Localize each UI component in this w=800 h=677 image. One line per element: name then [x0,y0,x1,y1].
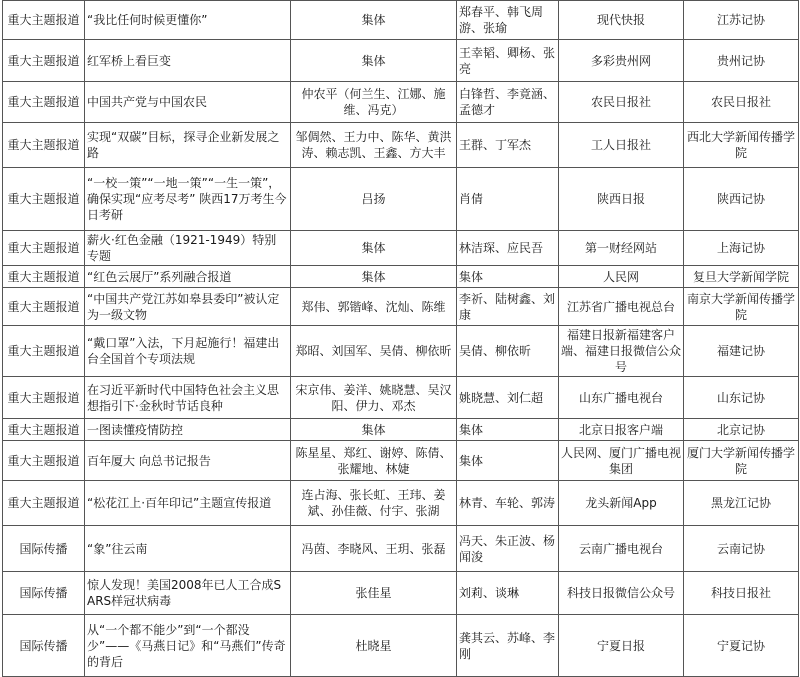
media-cell: 第一财经网站 [559,231,684,266]
org-cell: 宁夏记协 [684,615,799,677]
media-cell: 工人日报社 [559,123,684,168]
authors-cell: 冯茵、李晓风、王玥、张磊 [291,526,457,572]
category-cell: 重大主题报道 [3,288,85,326]
title-cell: 中国共产党与中国农民 [85,82,291,123]
title-cell: 实现“双碳”目标，探寻企业新发展之路 [85,123,291,168]
org-cell: 黑龙江记协 [684,481,799,526]
title-cell: 从“一个都不能少”到“一个都没少”——《马燕日记》和“马燕们”传奇的背后 [85,615,291,677]
category-cell: 国际传播 [3,572,85,615]
category-cell: 重大主题报道 [3,231,85,266]
media-cell: 多彩贵州网 [559,40,684,82]
title-cell: “象”往云南 [85,526,291,572]
media-cell: 龙头新闻App [559,481,684,526]
media-cell: 科技日报微信公众号 [559,572,684,615]
table-row [3,615,799,677]
authors-cell: 吕扬 [291,168,457,231]
media-cell: 福建日报新福建客户端、福建日报微信公众号 [559,326,684,377]
authors-cell: 张佳星 [291,572,457,615]
editors-cell: 集体 [457,266,559,288]
category-cell: 重大主题报道 [3,377,85,419]
category-cell: 国际传播 [3,615,85,677]
media-cell: 江苏省广播电视总台 [559,288,684,326]
title-cell: “红色云展厅”系列融合报道 [85,266,291,288]
media-cell: 陕西日报 [559,168,684,231]
table-row [3,123,799,168]
title-cell: “一校一策”“一地一策”“一生一策”，确保实现“应考尽考” 陕西17万考生今日考研 [85,168,291,231]
table-row [3,419,799,441]
authors-cell: 连占海、张长虹、王玮、姜斌、孙佳薇、付宇、张湖 [291,481,457,526]
title-cell: “戴口罩”入法，下月起施行！福建出台全国首个专项法规 [85,326,291,377]
title-cell: “松花江上·百年印记”主题宣传报道 [85,481,291,526]
authors-cell: 宋京伟、姜洋、姚晓慧、吴汉阳、伊力、邓杰 [291,377,457,419]
table-row [3,40,799,82]
title-cell: “我比任何时候更懂你” [85,1,291,40]
org-cell: 上海记协 [684,231,799,266]
table-row [3,441,799,481]
org-cell: 江苏记协 [684,1,799,40]
category-cell: 重大主题报道 [3,168,85,231]
table-row [3,481,799,526]
org-cell: 陕西记协 [684,168,799,231]
editors-cell: 姚晓慧、刘仁超 [457,377,559,419]
table-row [3,82,799,123]
media-cell: 北京日报客户端 [559,419,684,441]
authors-cell: 仲农平（何兰生、江娜、施维、冯克） [291,82,457,123]
table-row [3,288,799,326]
authors-cell: 陈星星、郑红、谢婷、陈倩、张耀地、林婕 [291,441,457,481]
org-cell: 南京大学新闻传播学院 [684,288,799,326]
title-cell: 一图读懂疫情防控 [85,419,291,441]
category-cell: 重大主题报道 [3,326,85,377]
org-cell: 贵州记协 [684,40,799,82]
editors-cell: 王群、丁军杰 [457,123,559,168]
table-row [3,377,799,419]
award-table [2,0,799,677]
category-cell: 重大主题报道 [3,82,85,123]
org-cell: 科技日报社 [684,572,799,615]
category-cell: 重大主题报道 [3,40,85,82]
table-row [3,572,799,615]
editors-cell: 林青、车轮、郭涛 [457,481,559,526]
table-row [3,266,799,288]
org-cell: 北京记协 [684,419,799,441]
editors-cell: 集体 [457,441,559,481]
editors-cell: 王幸韬、卿杨、张亮 [457,40,559,82]
editors-cell: 龚其云、苏峰、李刚 [457,615,559,677]
org-cell: 农民日报社 [684,82,799,123]
media-cell: 人民网、厦门广播电视集团 [559,441,684,481]
org-cell: 福建记协 [684,326,799,377]
title-cell: 惊人发现！美国2008年已人工合成SARS样冠状病毒 [85,572,291,615]
category-cell: 重大主题报道 [3,123,85,168]
editors-cell: 李祈、陆树鑫、刘康 [457,288,559,326]
table-row [3,1,799,40]
authors-cell: 集体 [291,1,457,40]
editors-cell: 冯天、朱正波、杨闻浚 [457,526,559,572]
org-cell: 云南记协 [684,526,799,572]
org-cell: 西北大学新闻传播学院 [684,123,799,168]
category-cell: 重大主题报道 [3,441,85,481]
editors-cell: 集体 [457,419,559,441]
editors-cell: 林洁琛、应民吾 [457,231,559,266]
authors-cell: 杜晓星 [291,615,457,677]
table-row [3,231,799,266]
authors-cell: 集体 [291,40,457,82]
authors-cell: 郑昭、刘国军、吴倩、柳依昕 [291,326,457,377]
title-cell: “中国共产党江苏如皋县委印”被认定为一级文物 [85,288,291,326]
org-cell: 山东记协 [684,377,799,419]
authors-cell: 邹倜然、王力中、陈华、黄洪涛、赖志凯、王鑫、方大丰 [291,123,457,168]
media-cell: 现代快报 [559,1,684,40]
category-cell: 重大主题报道 [3,266,85,288]
category-cell: 重大主题报道 [3,1,85,40]
editors-cell: 吴倩、柳依昕 [457,326,559,377]
editors-cell: 郑春平、韩飞周游、张瑜 [457,1,559,40]
authors-cell: 郑伟、郭锴峰、沈灿、陈维 [291,288,457,326]
editors-cell: 刘莉、谈琳 [457,572,559,615]
table-row [3,326,799,377]
org-cell: 厦门大学新闻传播学院 [684,441,799,481]
table-row [3,168,799,231]
media-cell: 云南广播电视台 [559,526,684,572]
title-cell: 红军桥上看巨变 [85,40,291,82]
media-cell: 人民网 [559,266,684,288]
media-cell: 宁夏日报 [559,615,684,677]
media-cell: 山东广播电视台 [559,377,684,419]
title-cell: 在习近平新时代中国特色社会主义思想指引下·金秋时节话良种 [85,377,291,419]
table-row [3,526,799,572]
title-cell: 百年厦大 向总书记报告 [85,441,291,481]
editors-cell: 白锋哲、李竟涵、孟德才 [457,82,559,123]
media-cell: 农民日报社 [559,82,684,123]
authors-cell: 集体 [291,266,457,288]
category-cell: 重大主题报道 [3,481,85,526]
title-cell: 薪火·红色金融（1921-1949）特别专题 [85,231,291,266]
category-cell: 重大主题报道 [3,419,85,441]
editors-cell: 肖倩 [457,168,559,231]
category-cell: 国际传播 [3,526,85,572]
org-cell: 复旦大学新闻学院 [684,266,799,288]
authors-cell: 集体 [291,231,457,266]
authors-cell: 集体 [291,419,457,441]
